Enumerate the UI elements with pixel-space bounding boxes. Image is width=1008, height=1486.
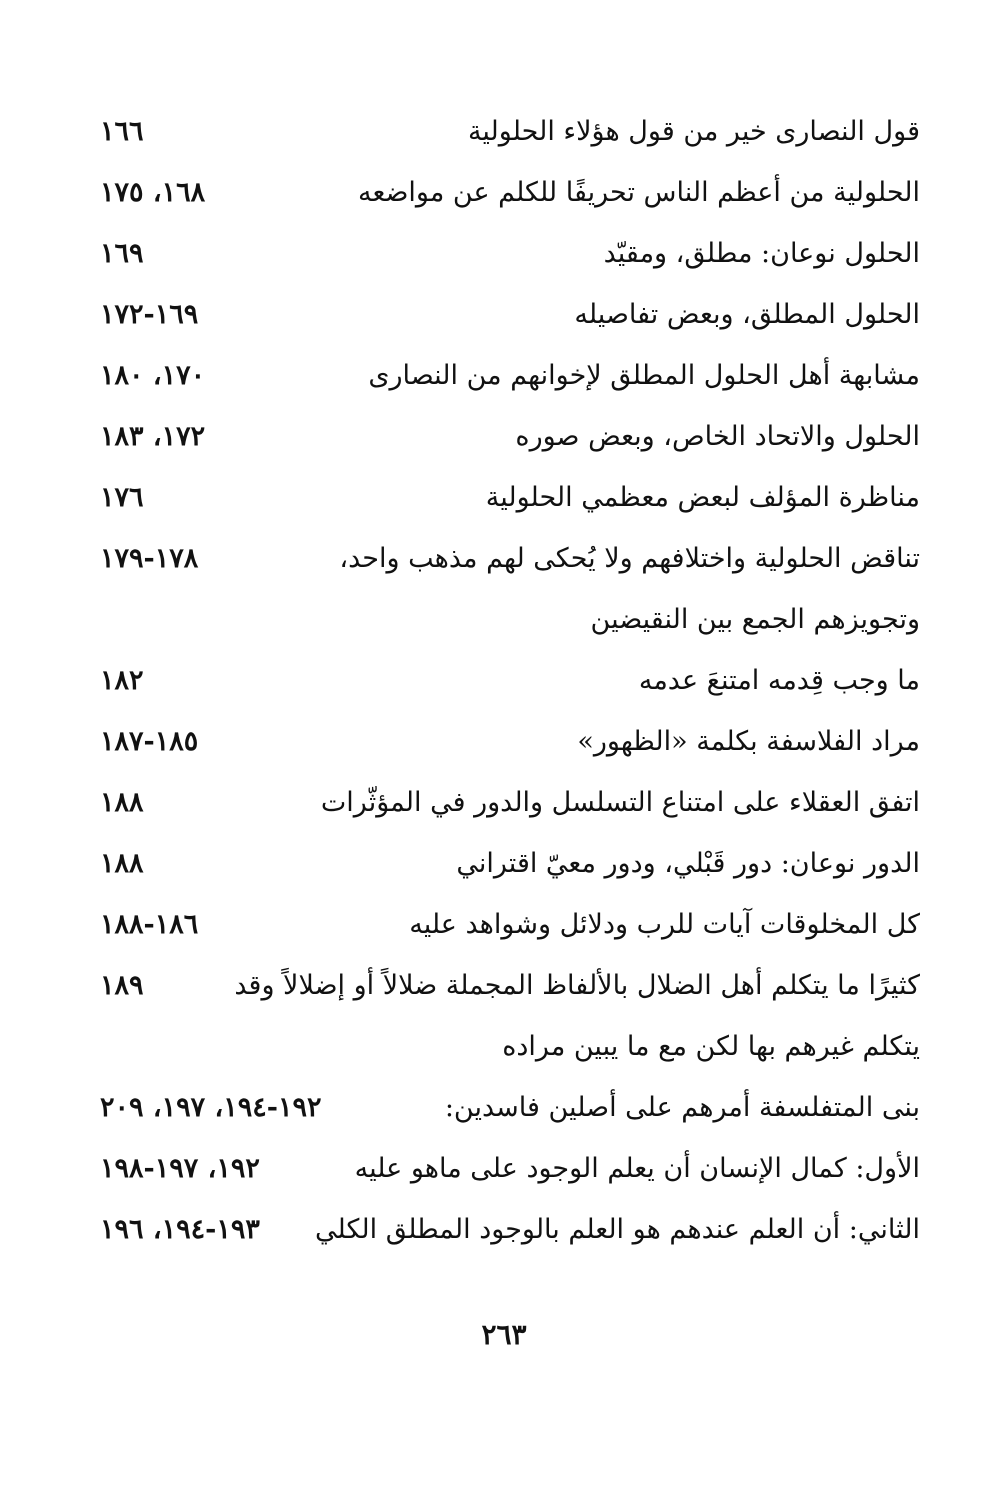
index-entry-continuation <box>100 589 920 650</box>
entry-topic: الأول: كمال الإنسان أن يعلم الوجود على ماهو عليه <box>354 1153 920 1184</box>
index-entry <box>100 711 920 772</box>
index-entry <box>100 345 920 406</box>
index-entry <box>100 1138 920 1199</box>
entry-pages: ١٦٩-١٧٢ <box>100 299 199 330</box>
index-entry <box>100 894 920 955</box>
entry-topic: ما وجب قِدمه امتنعَ عدمه <box>638 665 920 696</box>
index-entry <box>100 1077 920 1138</box>
index-list <box>100 101 920 1260</box>
entry-topic: يتكلم غيرهم بها لكن مع ما يبين مراده <box>502 1031 920 1062</box>
index-entry <box>100 833 920 894</box>
page-number: ٢٦٣ <box>481 1318 527 1351</box>
index-entry <box>100 284 920 345</box>
entry-pages: ١٧٦ <box>100 482 144 513</box>
entry-pages: ١٦٩ <box>100 238 144 269</box>
entry-topic: قول النصارى خير من قول هؤلاء الحلولية <box>467 116 920 147</box>
entry-topic: الحلول نوعان: مطلق، ومقيّد <box>603 238 920 269</box>
entry-pages: ١٨٩ <box>100 970 144 1001</box>
entry-pages: ١٨٥-١٨٧ <box>100 726 199 757</box>
entry-topic: بنى المتفلسفة أمرهم على أصلين فاسدين: <box>444 1092 920 1123</box>
entry-topic: كل المخلوقات آيات للرب ودلائل وشواهد عليه <box>409 909 920 940</box>
index-entry <box>100 772 920 833</box>
entry-pages: ١٩٢-١٩٤، ١٩٧، ٢٠٩ <box>100 1092 322 1123</box>
index-entry <box>100 406 920 467</box>
entry-topic: كثيرًا ما يتكلم أهل الضلال بالألفاظ المجملة ضلالاً أو إضلالاً وقد <box>234 970 920 1001</box>
index-entry <box>100 162 920 223</box>
entry-pages: ١٧٢، ١٨٣ <box>100 421 206 452</box>
entry-pages: ١٨٨ <box>100 787 144 818</box>
entry-pages: ١٧٠، ١٨٠ <box>100 360 206 391</box>
entry-pages: ١٧٨-١٧٩ <box>100 543 199 574</box>
entry-pages: ١٩٢، ١٩٧-١٩٨ <box>100 1153 260 1184</box>
entry-pages: ١٩٣-١٩٤، ١٩٦ <box>100 1214 260 1245</box>
entry-pages: ١٨٦-١٨٨ <box>100 909 199 940</box>
entry-topic: وتجويزهم الجمع بين النقيضين <box>590 604 920 635</box>
entry-topic: مراد الفلاسفة بكلمة «الظهور» <box>577 726 920 757</box>
entry-pages: ١٦٨، ١٧٥ <box>100 177 206 208</box>
index-entry <box>100 101 920 162</box>
entry-topic: مشابهة أهل الحلول المطلق لإخوانهم من النصارى <box>368 360 920 391</box>
entry-pages: ١٦٦ <box>100 116 144 147</box>
entry-topic: تناقض الحلولية واختلافهم ولا يُحكى لهم مذهب واحد، <box>339 543 920 574</box>
entry-topic: اتفق العقلاء على امتناع التسلسل والدور في المؤثّرات <box>320 787 920 818</box>
entry-topic: الحلول والاتحاد الخاص، وبعض صوره <box>515 421 920 452</box>
entry-topic: مناظرة المؤلف لبعض معظمي الحلولية <box>485 482 920 513</box>
index-entry <box>100 223 920 284</box>
entry-topic: الحلول المطلق، وبعض تفاصيله <box>574 299 920 330</box>
entry-topic: الثاني: أن العلم عندهم هو العلم بالوجود المطلق الكلي <box>315 1214 920 1245</box>
index-entry <box>100 467 920 528</box>
entry-topic: الدور نوعان: دور قَبْلي، ودور معيّ اقتراني <box>456 848 920 879</box>
index-entry <box>100 1199 920 1260</box>
index-entry <box>100 955 920 1016</box>
entry-topic: الحلولية من أعظم الناس تحريفًا للكلم عن مواضعه <box>357 177 920 208</box>
index-entry <box>100 650 920 711</box>
entry-pages: ١٨٨ <box>100 848 144 879</box>
index-entry-continuation <box>100 1016 920 1077</box>
entry-pages: ١٨٢ <box>100 665 144 696</box>
index-entry <box>100 528 920 589</box>
